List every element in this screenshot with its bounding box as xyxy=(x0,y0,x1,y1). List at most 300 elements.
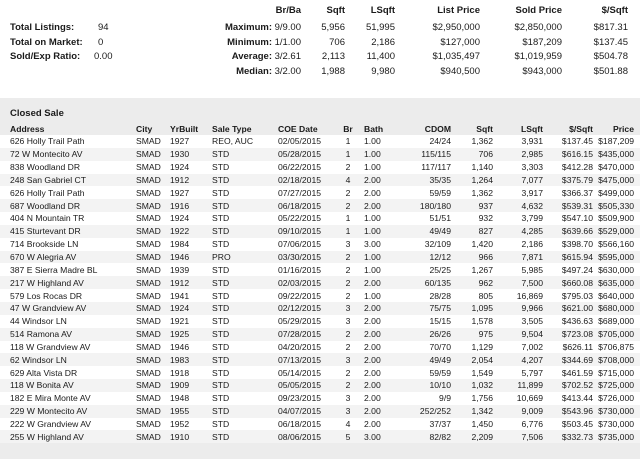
cell-sqft: 2,209 xyxy=(471,431,493,442)
stat-sold-price: $2,850,000 xyxy=(514,22,562,33)
table-row[interactable] xyxy=(0,225,640,238)
cell-cdom: 28/28 xyxy=(429,290,451,301)
cell-bath: 2.00 xyxy=(364,418,381,429)
cell-sqft: 962 xyxy=(478,277,493,288)
stat-sold-price: $1,019,959 xyxy=(514,51,562,62)
cell-address: 687 Woodland DR xyxy=(10,200,81,211)
cell-address: 118 W Bonita AV xyxy=(10,380,74,391)
stat-sold-price: $943,000 xyxy=(522,66,562,77)
cell-coe-date: 04/20/2015 xyxy=(278,341,322,352)
cell-address: 182 E Mira Monte AV xyxy=(10,393,91,404)
cell-sqft: 1,264 xyxy=(471,174,493,185)
cell-coe-date: 07/13/2015 xyxy=(278,354,322,365)
cell-yrbuilt: 1927 xyxy=(170,136,190,147)
cell-br: 2 xyxy=(345,329,351,340)
cell-sale-type: STD xyxy=(212,200,230,211)
cell-address: 47 W Grandview AV xyxy=(10,303,87,314)
cell-psf: $332.73 xyxy=(561,431,593,442)
cell-bath: 2.00 xyxy=(364,316,381,327)
cell-coe-date: 02/03/2015 xyxy=(278,277,322,288)
stat-list-price: $127,000 xyxy=(440,37,480,48)
closed-sale-table xyxy=(0,122,640,443)
table-row[interactable] xyxy=(0,161,640,174)
cell-yrbuilt: 1924 xyxy=(170,213,190,224)
cell-bath: 1.00 xyxy=(364,162,381,173)
cell-price: $187,209 xyxy=(598,136,634,147)
cell-cdom: 252/252 xyxy=(419,406,451,417)
col-header-br[interactable]: Br xyxy=(343,123,353,134)
cell-psf: $497.24 xyxy=(561,264,593,275)
cell-city: SMAD xyxy=(136,316,161,327)
cell-yrbuilt: 1955 xyxy=(170,406,190,417)
cell-sale-type: STD xyxy=(212,418,230,429)
cell-price: $509,900 xyxy=(598,213,634,224)
cell-coe-date: 05/22/2015 xyxy=(278,213,322,224)
cell-br: 2 xyxy=(345,187,351,198)
cell-br: 3 xyxy=(345,354,351,365)
cell-address: 387 E Sierra Madre BL xyxy=(10,264,98,275)
table-row[interactable] xyxy=(0,302,640,315)
cell-price: $435,000 xyxy=(598,149,634,160)
cell-lsqft: 9,009 xyxy=(521,406,543,417)
cell-bath: 2.00 xyxy=(364,174,381,185)
cell-price: $689,000 xyxy=(598,316,634,327)
cell-price: $680,000 xyxy=(598,303,634,314)
cell-city: SMAD xyxy=(136,354,161,365)
cell-sqft: 1,450 xyxy=(471,418,493,429)
stat-lsqft: 11,400 xyxy=(366,51,395,62)
table-row[interactable] xyxy=(0,263,640,276)
cell-coe-date: 02/12/2015 xyxy=(278,303,322,314)
table-row[interactable] xyxy=(0,392,640,405)
cell-sqft: 1,420 xyxy=(471,239,493,250)
cell-bath: 1.00 xyxy=(364,226,381,237)
table-row[interactable] xyxy=(0,418,640,431)
cell-price: $725,000 xyxy=(598,380,634,391)
cell-br: 1 xyxy=(345,149,351,160)
cell-address: 404 N Mountain TR xyxy=(10,213,85,224)
cell-yrbuilt: 1946 xyxy=(170,341,190,352)
cell-coe-date: 09/23/2015 xyxy=(278,393,322,404)
cell-bath: 2.00 xyxy=(364,277,381,288)
cell-br: 1 xyxy=(345,213,351,224)
cell-city: SMAD xyxy=(136,174,161,185)
cell-psf: $412.28 xyxy=(561,162,593,173)
cell-city: SMAD xyxy=(136,187,161,198)
cell-br: 4 xyxy=(345,174,351,185)
stat-brba: 3/2.61 xyxy=(274,51,301,62)
cell-sqft: 932 xyxy=(478,213,493,224)
cell-lsqft: 7,077 xyxy=(521,174,543,185)
stat-lsqft: 51,995 xyxy=(365,22,395,33)
cell-cdom: 59/59 xyxy=(429,367,451,378)
stat-sqft: 1,988 xyxy=(321,66,345,77)
stat-label: Minimum: xyxy=(227,37,272,48)
cell-price: $735,000 xyxy=(598,431,634,442)
table-row[interactable] xyxy=(0,199,640,212)
cell-sqft: 1,267 xyxy=(471,264,493,275)
cell-bath: 1.00 xyxy=(364,290,381,301)
cell-price: $529,000 xyxy=(598,226,634,237)
cell-cdom: 35/35 xyxy=(429,174,451,185)
cell-address: 248 San Gabriel CT xyxy=(10,174,86,185)
cell-lsqft: 10,669 xyxy=(516,393,543,404)
table-row[interactable] xyxy=(0,174,640,187)
cell-address: 415 Sturtevant DR xyxy=(10,226,81,237)
cell-bath: 2.00 xyxy=(364,303,381,314)
cell-yrbuilt: 1930 xyxy=(170,149,190,160)
stat-list-price: $2,950,000 xyxy=(432,22,480,33)
cell-address: 118 W Grandview AV xyxy=(10,341,91,352)
cell-price: $706,875 xyxy=(598,341,634,352)
table-header-row xyxy=(0,122,640,135)
cell-lsqft: 3,799 xyxy=(521,213,543,224)
cell-cdom: 180/180 xyxy=(419,200,451,211)
stat-list-price: $940,500 xyxy=(440,66,480,77)
cell-cdom: 51/51 xyxy=(429,213,451,224)
total-on-market-value: 0 xyxy=(98,37,104,48)
cell-yrbuilt: 1909 xyxy=(170,380,190,391)
cell-sale-type: STD xyxy=(212,316,230,327)
cell-psf: $366.37 xyxy=(561,187,593,198)
table-row[interactable] xyxy=(0,251,640,264)
cell-lsqft: 3,303 xyxy=(521,162,543,173)
cell-price: $726,000 xyxy=(598,393,634,404)
cell-lsqft: 4,285 xyxy=(521,226,543,237)
cell-address: 670 W Alegria AV xyxy=(10,252,77,263)
cell-coe-date: 07/06/2015 xyxy=(278,239,322,250)
cell-br: 2 xyxy=(345,367,351,378)
cell-sale-type: STD xyxy=(212,380,230,391)
cell-sale-type: STD xyxy=(212,239,230,250)
stat-psf: $504.78 xyxy=(593,51,628,62)
cell-address: 72 W Montecito AV xyxy=(10,149,83,160)
cell-coe-date: 05/05/2015 xyxy=(278,380,322,391)
stat-sqft: 5,956 xyxy=(321,22,345,33)
cell-yrbuilt: 1924 xyxy=(170,162,190,173)
summary-header-psf: $/Sqft xyxy=(601,5,628,16)
cell-bath: 1.00 xyxy=(364,136,381,147)
cell-bath: 3.00 xyxy=(364,239,381,250)
table-row[interactable] xyxy=(0,341,640,354)
cell-psf: $436.63 xyxy=(561,316,593,327)
summary-header-list-price: List Price xyxy=(437,5,480,16)
cell-psf: $626.11 xyxy=(562,341,593,352)
cell-cdom: 10/10 xyxy=(429,380,451,391)
cell-lsqft: 7,871 xyxy=(521,252,543,263)
cell-lsqft: 9,966 xyxy=(521,303,543,314)
cell-city: SMAD xyxy=(136,149,161,160)
cell-cdom: 117/117 xyxy=(421,162,451,173)
cell-lsqft: 2,186 xyxy=(521,239,543,250)
cell-coe-date: 08/06/2015 xyxy=(278,431,322,442)
col-header-coe-date[interactable]: COE Date xyxy=(278,123,318,134)
col-header-sale-type[interactable]: Sale Type xyxy=(212,123,252,134)
stat-sqft: 2,113 xyxy=(321,51,345,62)
cell-lsqft: 5,797 xyxy=(521,367,543,378)
cell-lsqft: 7,002 xyxy=(521,341,543,352)
cell-price: $505,330 xyxy=(598,200,634,211)
cell-city: SMAD xyxy=(136,226,161,237)
cell-address: 579 Los Rocas DR xyxy=(10,290,83,301)
cell-price: $595,000 xyxy=(598,252,634,263)
cell-city: SMAD xyxy=(136,239,161,250)
section-gap xyxy=(0,88,640,98)
col-header-yrbuilt[interactable]: YrBuilt xyxy=(170,123,199,134)
cell-coe-date: 05/29/2015 xyxy=(278,316,322,327)
cell-bath: 2.00 xyxy=(364,187,381,198)
cell-yrbuilt: 1984 xyxy=(170,239,190,250)
cell-city: SMAD xyxy=(136,431,161,442)
table-row[interactable] xyxy=(0,148,640,161)
cell-cdom: 37/37 xyxy=(429,418,451,429)
stat-lsqft: 9,980 xyxy=(371,66,395,77)
cell-price: $635,000 xyxy=(598,277,634,288)
summary-panel xyxy=(0,0,640,88)
cell-psf: $137.45 xyxy=(561,136,593,147)
col-header-cdom[interactable]: CDOM xyxy=(424,123,451,134)
cell-city: SMAD xyxy=(136,367,161,378)
table-row[interactable] xyxy=(0,379,640,392)
cell-bath: 2.00 xyxy=(364,354,381,365)
table-row[interactable] xyxy=(0,238,640,251)
cell-psf: $621.00 xyxy=(561,303,593,314)
cell-lsqft: 2,985 xyxy=(521,149,543,160)
cell-price: $475,000 xyxy=(598,174,634,185)
table-row[interactable] xyxy=(0,366,640,379)
cell-address: 626 Holly Trail Path xyxy=(10,136,85,147)
table-row[interactable] xyxy=(0,212,640,225)
cell-sqft: 1,032 xyxy=(471,380,493,391)
cell-sqft: 1,362 xyxy=(471,187,493,198)
cell-address: 44 Windsor LN xyxy=(10,316,67,327)
cell-price: $470,000 xyxy=(598,162,634,173)
summary-header-lsqft: LSqft xyxy=(370,5,395,16)
table-row[interactable] xyxy=(0,328,640,341)
cell-price: $715,000 xyxy=(598,367,634,378)
cell-sqft: 975 xyxy=(478,329,493,340)
cell-bath: 1.00 xyxy=(364,213,381,224)
cell-sale-type: STD xyxy=(212,226,230,237)
cell-address: 838 Woodland DR xyxy=(10,162,81,173)
cell-price: $499,000 xyxy=(598,187,634,198)
cell-psf: $723.08 xyxy=(561,329,593,340)
cell-coe-date: 06/18/2015 xyxy=(278,418,322,429)
cell-bath: 2.00 xyxy=(364,393,381,404)
col-header-price[interactable]: Price xyxy=(612,123,634,134)
cell-psf: $539.31 xyxy=(561,200,593,211)
cell-sale-type: STD xyxy=(212,393,230,404)
cell-sale-type: STD xyxy=(212,264,230,275)
cell-cdom: 24/24 xyxy=(429,136,451,147)
cell-br: 2 xyxy=(345,252,351,263)
total-listings-label: Total Listings: xyxy=(10,22,75,33)
cell-yrbuilt: 1912 xyxy=(170,277,190,288)
cell-cdom: 26/26 xyxy=(429,329,451,340)
cell-city: SMAD xyxy=(136,213,161,224)
cell-city: SMAD xyxy=(136,277,161,288)
cell-sqft: 2,054 xyxy=(471,354,493,365)
cell-sqft: 1,140 xyxy=(471,162,493,173)
table-row[interactable] xyxy=(0,430,640,443)
col-header-lsqft[interactable]: LSqft xyxy=(521,123,543,134)
cell-sale-type: STD xyxy=(212,187,230,198)
cell-lsqft: 3,505 xyxy=(521,316,543,327)
cell-address: 629 Alta Vista DR xyxy=(10,367,78,378)
cell-lsqft: 6,776 xyxy=(521,418,543,429)
cell-psf: $344.69 xyxy=(561,354,593,365)
cell-br: 4 xyxy=(345,418,351,429)
cell-cdom: 49/49 xyxy=(429,354,451,365)
cell-sale-type: STD xyxy=(212,290,230,301)
cell-sale-type: STD xyxy=(212,162,230,173)
cell-yrbuilt: 1916 xyxy=(170,200,190,211)
cell-address: 222 W Grandview AV xyxy=(10,418,92,429)
cell-yrbuilt: 1921 xyxy=(170,316,190,327)
cell-sqft: 966 xyxy=(478,252,493,263)
stat-brba: 9/9.00 xyxy=(274,22,301,33)
cell-price: $730,000 xyxy=(598,418,634,429)
cell-city: SMAD xyxy=(136,418,161,429)
cell-coe-date: 03/30/2015 xyxy=(278,252,322,263)
cell-lsqft: 9,504 xyxy=(521,329,543,340)
cell-br: 3 xyxy=(345,303,351,314)
table-row[interactable] xyxy=(0,353,640,366)
cell-sale-type: STD xyxy=(212,431,230,442)
cell-psf: $616.15 xyxy=(561,149,593,160)
cell-yrbuilt: 1912 xyxy=(170,174,190,185)
col-header-city[interactable]: City xyxy=(136,123,153,134)
cell-city: SMAD xyxy=(136,329,161,340)
cell-price: $566,160 xyxy=(598,239,634,250)
cell-coe-date: 07/27/2015 xyxy=(278,187,322,198)
cell-price: $640,000 xyxy=(598,290,634,301)
stat-list-price: $1,035,497 xyxy=(432,51,480,62)
cell-address: 229 W Montecito AV xyxy=(10,406,88,417)
cell-city: SMAD xyxy=(136,290,161,301)
cell-yrbuilt: 1927 xyxy=(170,187,190,198)
cell-psf: $413.44 xyxy=(561,393,593,404)
cell-sqft: 1,578 xyxy=(471,316,493,327)
cell-yrbuilt: 1910 xyxy=(170,431,190,442)
cell-address: 626 Holly Trail Path xyxy=(10,187,85,198)
cell-price: $708,000 xyxy=(598,354,634,365)
cell-bath: 2.00 xyxy=(364,341,381,352)
cell-sale-type: STD xyxy=(212,406,230,417)
cell-psf: $461.59 xyxy=(561,367,593,378)
stat-brba: 3/2.00 xyxy=(274,66,301,77)
col-header-sqft[interactable]: Sqft xyxy=(476,123,493,134)
cell-sale-type: STD xyxy=(212,277,230,288)
cell-yrbuilt: 1939 xyxy=(170,264,190,275)
table-row[interactable] xyxy=(0,405,640,418)
cell-psf: $639.66 xyxy=(561,226,593,237)
cell-yrbuilt: 1983 xyxy=(170,354,190,365)
cell-city: SMAD xyxy=(136,303,161,314)
cell-cdom: 15/15 xyxy=(429,316,451,327)
cell-cdom: 9/9 xyxy=(439,393,451,404)
cell-psf: $547.10 xyxy=(561,213,593,224)
stat-sqft: 706 xyxy=(329,37,345,48)
cell-sqft: 827 xyxy=(478,226,493,237)
table-row[interactable] xyxy=(0,315,640,328)
cell-br: 2 xyxy=(345,277,351,288)
cell-city: SMAD xyxy=(136,264,161,275)
stat-sold-price: $187,209 xyxy=(522,37,562,48)
cell-lsqft: 5,985 xyxy=(521,264,543,275)
summary-header-brba: Br/Ba xyxy=(275,5,301,16)
section-title: Closed Sale xyxy=(10,108,64,119)
cell-city: SMAD xyxy=(136,380,161,391)
table-row[interactable] xyxy=(0,135,640,148)
cell-city: SMAD xyxy=(136,341,161,352)
cell-br: 2 xyxy=(345,341,351,352)
cell-sale-type: STD xyxy=(212,213,230,224)
cell-br: 1 xyxy=(345,136,351,147)
cell-lsqft: 11,899 xyxy=(517,380,543,391)
cell-sale-type: STD xyxy=(212,174,230,185)
cell-br: 3 xyxy=(345,393,351,404)
cell-cdom: 60/135 xyxy=(424,277,451,288)
cell-cdom: 49/49 xyxy=(429,226,451,237)
cell-br: 3 xyxy=(345,406,351,417)
stat-brba: 1/1.00 xyxy=(274,37,301,48)
col-header-address[interactable]: Address xyxy=(10,123,45,134)
cell-sqft: 805 xyxy=(478,290,493,301)
col-header-bath[interactable]: Bath xyxy=(364,123,384,134)
cell-bath: 1.00 xyxy=(364,252,381,263)
cell-yrbuilt: 1924 xyxy=(170,303,190,314)
cell-br: 2 xyxy=(345,380,351,391)
cell-coe-date: 06/18/2015 xyxy=(278,200,322,211)
cell-psf: $375.79 xyxy=(561,174,593,185)
cell-bath: 2.00 xyxy=(364,329,381,340)
cell-sqft: 1,756 xyxy=(471,393,493,404)
cell-cdom: 75/75 xyxy=(429,303,451,314)
cell-city: SMAD xyxy=(136,162,161,173)
cell-price: $630,000 xyxy=(598,264,634,275)
cell-sqft: 1,342 xyxy=(471,406,493,417)
cell-cdom: 115/115 xyxy=(421,149,451,160)
cell-yrbuilt: 1948 xyxy=(170,393,190,404)
cell-lsqft: 7,500 xyxy=(521,277,543,288)
cell-address: 217 W Highland AV xyxy=(10,277,84,288)
cell-br: 3 xyxy=(345,239,351,250)
table-row[interactable] xyxy=(0,289,640,302)
cell-coe-date: 04/07/2015 xyxy=(278,406,322,417)
cell-price: $730,000 xyxy=(598,406,634,417)
col-header-psf[interactable]: $/Sqft xyxy=(569,123,593,134)
cell-sale-type: REO, AUC xyxy=(212,136,254,147)
stat-lsqft: 2,186 xyxy=(371,37,395,48)
cell-psf: $795.03 xyxy=(561,290,593,301)
cell-sale-type: STD xyxy=(212,303,230,314)
cell-address: 255 W Highland AV xyxy=(10,431,84,442)
table-row[interactable] xyxy=(0,186,640,199)
closed-sale-section xyxy=(0,98,640,459)
table-row[interactable] xyxy=(0,276,640,289)
cell-lsqft: 3,917 xyxy=(521,187,543,198)
cell-sqft: 706 xyxy=(478,149,493,160)
cell-bath: 1.00 xyxy=(364,149,381,160)
cell-sqft: 1,362 xyxy=(471,136,493,147)
cell-br: 5 xyxy=(345,431,351,442)
cell-sale-type: STD xyxy=(212,149,230,160)
cell-coe-date: 01/16/2015 xyxy=(278,264,322,275)
cell-psf: $543.96 xyxy=(561,406,593,417)
cell-city: SMAD xyxy=(136,406,161,417)
cell-sqft: 1,549 xyxy=(471,367,493,378)
